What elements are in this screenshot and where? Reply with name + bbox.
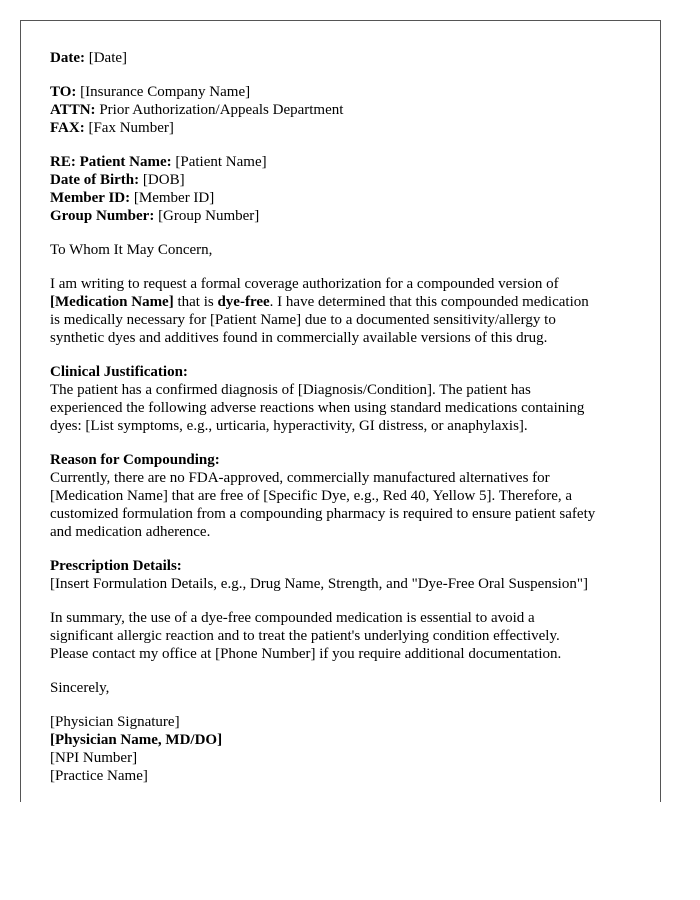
group-label: Group Number:: [50, 208, 155, 224]
prescription-line-1: [Insert Formulation Details, e.g., Drug Name, Strength, and "Dye-Free Oral Suspension"]: [50, 576, 588, 592]
letter-page: [20, 20, 661, 802]
closing-block: [50, 679, 640, 697]
physician-name-text: [Physician Name, MD/DO]: [50, 732, 223, 748]
summary-paragraph: [50, 609, 640, 663]
dob-line: [50, 171, 640, 189]
group-line: [50, 207, 640, 225]
patient-block: [50, 153, 640, 225]
clinical-line-3: dyes: [List symptoms, e.g., urticaria, hyperactivity, GI distress, or anaphylaxis].: [50, 418, 528, 434]
intro-line-3: is medically necessary for [Patient Name] due to a documented sensitivity/allergy to: [50, 312, 556, 328]
compounding-reason-section: [50, 451, 640, 541]
to-value: [Insurance Company Name]: [80, 84, 251, 100]
compounding-line-2: [Medication Name] that are free of [Specific Dye, e.g., Red 40, Yellow 5]. Therefore, a: [50, 488, 573, 504]
physician-signature: [Physician Signature]: [50, 714, 180, 730]
to-line: [50, 83, 640, 101]
member-line: [50, 189, 640, 207]
fax-label: FAX:: [50, 120, 85, 136]
intro-paragraph: [50, 275, 640, 347]
prescription-details-section: [50, 557, 640, 593]
practice-name: [Practice Name]: [50, 768, 148, 784]
member-label: Member ID:: [50, 190, 131, 206]
salutation: To Whom It May Concern,: [50, 242, 213, 258]
attn-line: [50, 101, 640, 119]
physician-name: [50, 731, 640, 749]
date-value: [Date]: [88, 50, 128, 66]
clinical-heading: [50, 363, 640, 381]
dob-value: [DOB]: [142, 172, 185, 188]
intro-line-4: synthetic dyes and additives found in commercially available versions of this drug.: [50, 330, 548, 346]
summary-line-2: significant allergic reaction and to treat the patient's underlying condition effectively.: [50, 628, 560, 644]
clinical-justification-section: [50, 363, 640, 435]
to-label: TO:: [50, 84, 77, 100]
dob-label: Date of Birth:: [50, 172, 140, 188]
dye-free-bold: dye-free: [217, 294, 270, 310]
salutation-block: [50, 241, 640, 259]
date-line: [50, 49, 640, 67]
re-label: RE: Patient Name:: [50, 154, 172, 170]
prescription-heading-text: Prescription Details:: [50, 558, 182, 574]
clinical-heading-text: Clinical Justification:: [50, 364, 188, 380]
signature-block: [50, 713, 640, 785]
group-value: [Group Number]: [158, 208, 260, 224]
intro-line-2-mid: that is: [173, 294, 218, 310]
attn-label: ATTN:: [50, 102, 96, 118]
letter-content: [50, 49, 640, 801]
re-value: [Patient Name]: [175, 154, 267, 170]
recipient-block: [50, 83, 640, 137]
clinical-line-1: The patient has a confirmed diagnosis of [Diagnosis/Condition]. The patient has: [50, 382, 531, 398]
medication-name-bold: [Medication Name]: [50, 294, 174, 310]
compounding-heading-text: Reason for Compounding:: [50, 452, 220, 468]
fax-value: [Fax Number]: [88, 120, 174, 136]
intro-line-2: [50, 293, 640, 311]
date-block: [50, 49, 640, 67]
summary-line-1: In summary, the use of a dye-free compounded medication is essential to avoid a: [50, 610, 535, 626]
member-value: [Member ID]: [133, 190, 215, 206]
clinical-line-2: experienced the following adverse reactions when using standard medications containing: [50, 400, 585, 416]
intro-line-2-end: . I have determined that this compounded medication: [269, 294, 589, 310]
re-line: [50, 153, 640, 171]
compounding-line-1: Currently, there are no FDA-approved, commercially manufactured alternatives for: [50, 470, 550, 486]
attn-value: Prior Authorization/Appeals Department: [99, 102, 344, 118]
fax-line: [50, 119, 640, 137]
summary-line-3: Please contact my office at [Phone Number] if you require additional documentation.: [50, 646, 562, 662]
compounding-line-3: customized formulation from a compounding pharmacy is required to ensure patient safety: [50, 506, 596, 522]
date-label: Date:: [50, 50, 85, 66]
npi-number: [NPI Number]: [50, 750, 138, 766]
prescription-heading: [50, 557, 640, 575]
compounding-heading: [50, 451, 640, 469]
compounding-line-4: and medication adherence.: [50, 524, 211, 540]
closing: Sincerely,: [50, 680, 110, 696]
intro-line-1: I am writing to request a formal coverage authorization for a compounded version of: [50, 276, 559, 292]
